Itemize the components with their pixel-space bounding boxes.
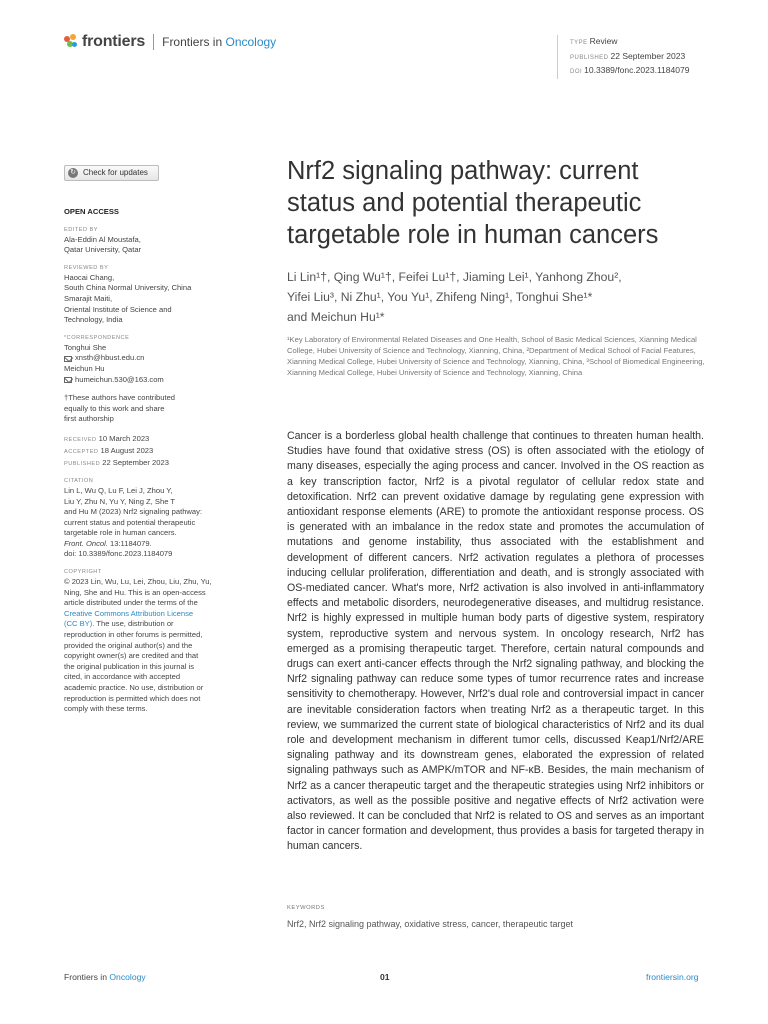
- type-label: TYPE: [570, 40, 588, 46]
- license-link[interactable]: Creative Commons Attribution License: [64, 608, 194, 618]
- type-value: Review: [589, 36, 618, 46]
- copyright-line: cited, in accordance with accepted: [64, 672, 181, 682]
- journal-name: Oncology: [225, 35, 277, 49]
- edited-by-section: [64, 226, 242, 256]
- copyright-line: comply with these terms.: [64, 704, 148, 714]
- published-label: PUBLISHED: [64, 460, 101, 467]
- authors-line: Li Lin¹†, Qing Wu¹†, Feifei Lu¹†, Jiaming Lei¹, Yanhong Zhou²,: [287, 270, 622, 284]
- copyright-line: The use, distribution or: [94, 619, 174, 629]
- mail-icon: [64, 356, 72, 362]
- keywords-label: KEYWORDS: [287, 905, 325, 911]
- corr-name: Meichun Hu: [64, 363, 105, 373]
- editor-affiliation: Qatar University, Qatar: [64, 245, 142, 255]
- corr-email-row[interactable]: [64, 353, 242, 364]
- copyright-line: reproduction is permitted which does not: [64, 693, 201, 703]
- affiliations: ¹Key Laboratory of Environmental Related Diseases and One Health, School of Basic Medical Sciences, Xianning Medical College, Hubei University of Science and Technology, Xianning, China, ²Department of Medical School of Facial Features, Xianning Medical College, Hubei University of Science and Technology, Xianning, China, ³School of Biomedical Engineering, Xianning Medical College, Hubei University of Science and Technology, Xianning, China: [287, 335, 705, 377]
- footer-journal[interactable]: [64, 972, 146, 982]
- abstract: Cancer is a borderless global health challenge that continues to threaten human health. Studies have found that oxidative stress (OS) is often associated with the etiology of many diseases, especially the aging process and cancer. Involved in the OS reaction as a key transcription factor, Nrf2 is a pivotal regulator of cellular redox state and detoxification. Nrf2 can prevent oxidative damage by regulating gene expression with antioxidant response elements (ARE) to promote the antioxidant response process. OS is generated with an imbalance in the redox state and promotes the accumulation of mutations and genome instability, thus associated with the establishment and development of different cancers. Nrf2 activation regulates a plethora of processes inducing cellular proliferation, differentiation and death, and is strongly associated with OS-mediated cancer. What's more, Nrf2 activation is also involved in anti-inflammatory effects and metabolic disorders, neurodegenerative diseases, and multidrug resistance. Nrf2 is highly expressed in multiple human body parts of digestive system, respiratory system, reproductive system and nervous system. In oncology research, Nrf2 has emerged as a promising therapeutic target. Therefore, certain natural compounds and drugs can exert anti-cancer effects through the Nrf2 signaling pathway, and blocking the Nrf2 signaling pathway can reduce some types of tumor recurrence rates and increase sensitivity to chemotherapy. However, Nrf2's dual role and controversial impact in cancer are inevitable consideration factors when treating Nrf2 as a therapeutic target. In this review, we summarized the current state of biological characteristics of Nrf2 and its dual role and development mechanism in different tumor cells, discussed Keap1/Nrf2/ARE signaling pathway and its downstream genes, elaborated the expression of related signaling pathways such as AMPK/mTOR and NF-κB. Besides, the main mechanism of Nrf2 as a cancer therapeutic target and the therapeutic strategies using Nrf2 inhibitors or activators, as well as the possible positive and negative effects of Nrf2 activation were also reviewed. It can be concluded that Nrf2 is related to OS and serves as an important factor in cancer formation and development, thus provides a basis for targeted therapy in human cancers.: [287, 430, 704, 853]
- refresh-icon: ↻: [68, 168, 78, 178]
- citation-line: Lin L, Wu Q, Lu F, Lei J, Zhou Y,: [64, 485, 173, 495]
- copyright-line: the original publication in this journal is: [64, 661, 195, 671]
- contribution-note: [64, 393, 242, 425]
- author-list: [287, 267, 707, 327]
- accepted-label: ACCEPTED: [64, 448, 99, 455]
- reviewer-line: South China Normal University, China: [64, 283, 192, 293]
- citation-volume: 13:1184079.: [107, 538, 152, 548]
- journal-prefix: Frontiers in: [162, 35, 223, 49]
- reviewer-line: Smarajit Maiti,: [64, 293, 113, 303]
- citation-line: targetable role in human cancers.: [64, 528, 177, 538]
- frontiers-logo-icon: [64, 34, 78, 50]
- corr-email: humeichun.530@163.com: [75, 374, 164, 384]
- corr-email: xnsth@hbust.edu.cn: [75, 353, 145, 363]
- citation-section: [64, 477, 242, 560]
- contrib-line: equally to this work and share: [64, 403, 165, 413]
- footer-site-link[interactable]: frontiersin.org: [646, 972, 699, 982]
- check-updates-label: Check for updates: [83, 167, 148, 177]
- correspondence-label: *CORRESPONDENCE: [64, 334, 130, 341]
- footer-journal-prefix: Frontiers in: [64, 972, 107, 982]
- copyright-line: reproduction in other forums is permitted,: [64, 630, 203, 640]
- contrib-line: first authorship: [64, 414, 114, 424]
- accepted-value: 18 August 2023: [100, 445, 154, 455]
- reviewer-line: Haocai Chang,: [64, 272, 115, 282]
- citation-doi[interactable]: doi: 10.3389/fonc.2023.1184079: [64, 549, 173, 559]
- citation-journal: Front. Oncol.: [64, 538, 108, 548]
- header-divider: [153, 34, 154, 50]
- published-label: PUBLISHED: [570, 54, 609, 61]
- citation-line: current status and potential therapeutic: [64, 517, 196, 527]
- authors-line: Yifei Liu³, Ni Zhu¹, You Yu¹, Zhifeng Ning¹, Tonghui She¹*: [287, 290, 593, 304]
- page-number: 01: [380, 972, 390, 982]
- copyright-line: © 2023 Lin, Wu, Lu, Lei, Zhou, Liu, Zhu, Yu,: [64, 577, 212, 587]
- reviewer-line: Oriental Institute of Science and: [64, 304, 172, 314]
- correspondence-section: [64, 334, 242, 385]
- doi-value[interactable]: 10.3389/fonc.2023.1184079: [584, 65, 690, 75]
- citation-line: and Hu M (2023) Nrf2 signaling pathway:: [64, 507, 203, 517]
- mail-icon: [64, 377, 72, 383]
- article-meta: [557, 35, 689, 79]
- corr-email-row[interactable]: [64, 375, 242, 386]
- license-short-link[interactable]: (CC BY).: [64, 619, 95, 629]
- copyright-line: academic practice. No use, distribution or: [64, 683, 204, 692]
- dates-section: [64, 433, 242, 469]
- frontiers-header: [64, 33, 276, 51]
- published-value: 22 September 2023: [102, 457, 169, 467]
- copyright-label: COPYRIGHT: [64, 569, 102, 576]
- published-value: 22 September 2023: [610, 50, 686, 61]
- keywords: Nrf2, Nrf2 signaling pathway, oxidative stress, cancer, therapeutic target: [287, 919, 573, 929]
- contrib-line: †These authors have contributed: [64, 393, 176, 403]
- received-value: 10 March 2023: [98, 433, 150, 443]
- citation-line: Liu Y, Zhu N, Yu Y, Ning Z, She T: [64, 496, 176, 506]
- check-updates-button[interactable]: [64, 165, 159, 181]
- reviewer-line: Technology, India: [64, 315, 123, 325]
- citation-label: CITATION: [64, 477, 94, 484]
- copyright-line: article distributed under the terms of the: [64, 598, 198, 608]
- copyright-line: Ning, She and Hu. This is an open-access: [64, 587, 206, 597]
- editor-name: Ala-Eddin Al Moustafa,: [64, 234, 141, 244]
- copyright-line: copyright owner(s) are credited and that: [64, 651, 199, 661]
- authors-line: and Meichun Hu¹*: [287, 310, 385, 324]
- logo-text: frontiers: [82, 33, 146, 50]
- footer-journal-name: Oncology: [109, 972, 146, 982]
- journal-title[interactable]: [162, 35, 276, 49]
- doi-label: DOI: [570, 69, 583, 75]
- edited-by-label: EDITED BY: [64, 226, 99, 233]
- copyright-line: provided the original author(s) and the: [64, 640, 193, 650]
- copyright-section: [64, 568, 242, 715]
- open-access-label: OPEN ACCESS: [64, 207, 119, 216]
- sidebar: [64, 165, 242, 715]
- reviewed-by-section: [64, 264, 242, 326]
- reviewed-by-label: REVIEWED BY: [64, 264, 109, 271]
- received-label: RECEIVED: [64, 436, 97, 443]
- article-title: Nrf2 signaling pathway: current status and potential therapeutic targetable role in human cancers: [287, 157, 659, 249]
- corr-name: Tonghui She: [64, 342, 107, 352]
